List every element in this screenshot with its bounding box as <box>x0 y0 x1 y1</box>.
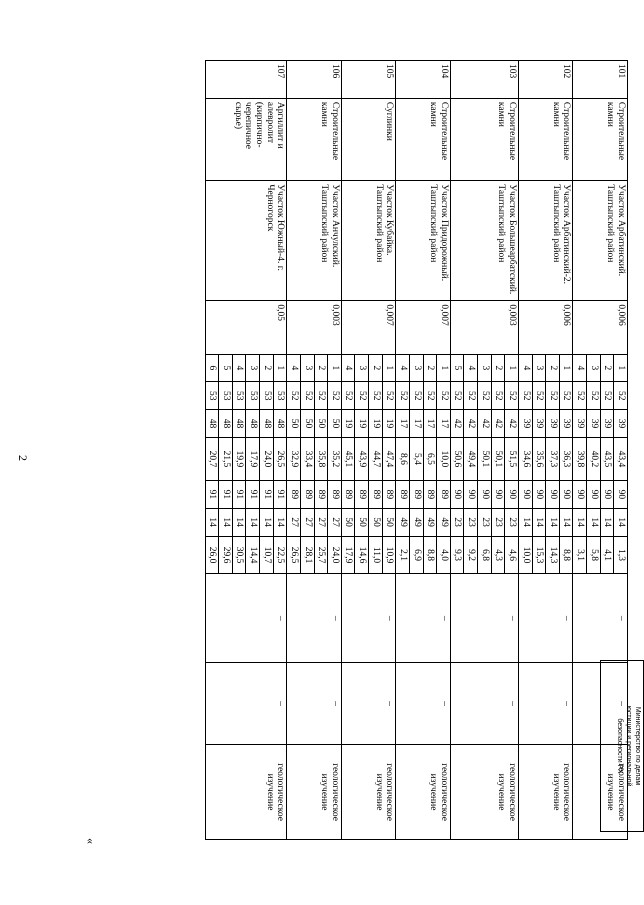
forecast-cell: – <box>396 662 451 744</box>
coordinate-cell: 35,6 <box>532 437 546 480</box>
coordinate-cell: 27 <box>287 508 301 536</box>
coordinate-cell: 43,4 <box>614 437 628 480</box>
mineral-type-cell: Строительные камни <box>396 98 451 180</box>
coordinate-cell: 4 <box>573 354 587 382</box>
coordinate-cell: 52 <box>573 382 587 410</box>
table-row <box>505 61 519 840</box>
row-number-cell: 107 <box>205 61 287 99</box>
coordinate-cell: 25,7 <box>314 536 328 574</box>
quote-mark: « <box>84 838 98 844</box>
coordinate-cell: 3 <box>410 354 424 382</box>
coordinate-cell: 42 <box>491 410 505 438</box>
coordinate-cell: 48 <box>232 410 246 438</box>
stamp-line: Министерство по делам <box>634 706 641 786</box>
coordinate-cell: 2 <box>546 354 560 382</box>
row-number-cell: 103 <box>450 61 518 99</box>
coordinate-cell: 39 <box>519 410 533 438</box>
coordinate-cell: 52 <box>396 382 410 410</box>
coordinate-cell: 8,6 <box>396 437 410 480</box>
site-name-cell: Участок Южный-4. г. Черногорск <box>205 181 287 301</box>
coordinate-cell: 2 <box>491 354 505 382</box>
coordinate-cell: 40,2 <box>587 437 601 480</box>
row-number-cell: 105 <box>341 61 396 99</box>
coordinate-cell: 23 <box>505 508 519 536</box>
coordinate-cell: 17 <box>437 410 451 438</box>
area-cell: 0,006 <box>573 301 628 354</box>
coordinate-cell: 89 <box>301 480 315 508</box>
coordinate-cell: 14 <box>546 508 560 536</box>
coordinate-cell: 39 <box>600 410 614 438</box>
coordinate-cell: 52 <box>587 382 601 410</box>
coordinate-cell: 10,0 <box>519 536 533 574</box>
coordinate-cell: 43,5 <box>600 437 614 480</box>
coordinate-cell: 10,9 <box>382 536 396 574</box>
coordinate-cell: 3 <box>532 354 546 382</box>
coordinate-cell: 89 <box>423 480 437 508</box>
coordinate-cell: 52 <box>532 382 546 410</box>
coordinate-cell: 91 <box>273 480 287 508</box>
coordinate-cell: 24,0 <box>260 437 274 480</box>
coordinate-cell: 14 <box>219 508 233 536</box>
coordinate-cell: 52 <box>410 382 424 410</box>
coordinate-cell: 39 <box>573 410 587 438</box>
mineral-type-cell: Строительные камни <box>450 98 518 180</box>
area-cell: 0,006 <box>519 301 574 354</box>
coordinate-cell: 52 <box>505 382 519 410</box>
coordinate-cell: 1 <box>328 354 342 382</box>
coordinate-cell: 2 <box>369 354 383 382</box>
coordinate-cell: 14 <box>260 508 274 536</box>
coordinate-cell: 10,7 <box>260 536 274 574</box>
coordinate-cell: 52 <box>519 382 533 410</box>
coordinate-cell: 89 <box>396 480 410 508</box>
coordinate-cell: 49 <box>423 508 437 536</box>
coordinate-cell: 52 <box>464 382 478 410</box>
coordinate-cell: 14 <box>614 508 628 536</box>
coordinate-cell: 17,9 <box>341 536 355 574</box>
coordinate-cell: 5,4 <box>410 437 424 480</box>
page-number: 2 <box>16 455 30 461</box>
coordinate-cell: 42 <box>478 410 492 438</box>
coordinate-cell: 23 <box>450 508 464 536</box>
coordinate-cell: 52 <box>491 382 505 410</box>
coordinate-cell: 19,9 <box>232 437 246 480</box>
coordinate-cell: 19 <box>369 410 383 438</box>
coordinate-cell: 14 <box>273 508 287 536</box>
coordinate-cell: 14 <box>573 508 587 536</box>
site-name-cell: Участок Арбатинский. Таштыпский район <box>573 181 628 301</box>
coordinate-cell: 5 <box>450 354 464 382</box>
coordinate-cell: 26,5 <box>287 536 301 574</box>
coordinate-cell: 48 <box>260 410 274 438</box>
coordinate-cell: 42 <box>450 410 464 438</box>
coordinate-cell: 27 <box>314 508 328 536</box>
area-cell: 0,003 <box>450 301 518 354</box>
coordinate-cell: 19 <box>382 410 396 438</box>
coordinate-cell: 6,8 <box>478 536 492 574</box>
coordinate-cell: 90 <box>587 480 601 508</box>
area-cell: 0,003 <box>287 301 342 354</box>
area-cell: 0,05 <box>205 301 287 354</box>
coordinate-cell: 30,5 <box>232 536 246 574</box>
coordinate-cell: 23 <box>491 508 505 536</box>
coordinate-cell: 17 <box>423 410 437 438</box>
coordinate-cell: 52 <box>478 382 492 410</box>
coordinate-cell: 5 <box>219 354 233 382</box>
coordinate-cell: 89 <box>382 480 396 508</box>
coordinate-cell: 27 <box>328 508 342 536</box>
coordinate-cell: 52 <box>614 382 628 410</box>
coordinate-cell: 52 <box>600 382 614 410</box>
mineral-type-cell: Аргиллит и алевролит (кирпично-черепичное сырье) <box>205 98 287 180</box>
coordinate-cell: 90 <box>464 480 478 508</box>
area-cell: 0,007 <box>341 301 396 354</box>
row-number-cell: 106 <box>287 61 342 99</box>
site-name-cell: Участок Арбатинский-2. Таштыпский район <box>519 181 574 301</box>
coordinate-cell: 45,1 <box>341 437 355 480</box>
usage-type-cell: геологическое изучение <box>519 745 574 840</box>
coordinate-cell: 4 <box>232 354 246 382</box>
coordinate-cell: 52 <box>369 382 383 410</box>
coordinate-cell: 34,6 <box>519 437 533 480</box>
coordinate-cell: 39 <box>559 410 573 438</box>
coordinate-cell: 50 <box>287 410 301 438</box>
resources-cell: – <box>396 574 451 662</box>
resources-cell: – <box>573 574 628 662</box>
usage-type-cell: геологическое изучение <box>205 745 287 840</box>
coordinate-cell: 50,1 <box>491 437 505 480</box>
coordinate-cell: 39 <box>587 410 601 438</box>
usage-type-cell: геологическое изучение <box>573 745 628 840</box>
coordinate-cell: 52 <box>450 382 464 410</box>
coordinate-cell: 50 <box>341 508 355 536</box>
coordinate-cell: 27 <box>301 508 315 536</box>
coordinate-cell: 52 <box>355 382 369 410</box>
usage-type-cell: геологическое изучение <box>396 745 451 840</box>
site-name-cell: Участок Анчулский. Таштыпский район <box>287 181 342 301</box>
mineral-type-cell: Строительные камни <box>287 98 342 180</box>
coordinate-cell: 3 <box>587 354 601 382</box>
coordinate-cell: 14 <box>519 508 533 536</box>
coordinate-cell: 14 <box>559 508 573 536</box>
coordinate-cell: 48 <box>219 410 233 438</box>
site-name-cell: Участок Большеарбатский. Таштыпский район <box>450 181 518 301</box>
coordinate-cell: 36,3 <box>559 437 573 480</box>
coordinate-cell: 17 <box>410 410 424 438</box>
coordinate-cell: 19 <box>355 410 369 438</box>
coordinate-cell: 11,0 <box>369 536 383 574</box>
usage-type-cell: геологическое изучение <box>287 745 342 840</box>
resources-cell: – <box>287 574 342 662</box>
coordinate-cell: 50 <box>382 508 396 536</box>
coordinate-cell: 17,9 <box>246 437 260 480</box>
coordinate-cell: 23 <box>478 508 492 536</box>
coordinate-cell: 53 <box>219 382 233 410</box>
coordinate-cell: 3,1 <box>573 536 587 574</box>
coordinate-cell: 8,8 <box>559 536 573 574</box>
coordinate-cell: 21,5 <box>219 437 233 480</box>
coordinate-cell: 5,8 <box>587 536 601 574</box>
coordinate-cell: 1,3 <box>614 536 628 574</box>
forecast-cell: – <box>287 662 342 744</box>
coordinate-cell: 42 <box>464 410 478 438</box>
coordinate-cell: 14 <box>532 508 546 536</box>
coordinate-cell: 53 <box>232 382 246 410</box>
mineral-type-cell: Строительные камни <box>519 98 574 180</box>
usage-type-cell: геологическое изучение <box>341 745 396 840</box>
coordinate-cell: 20,7 <box>205 437 219 480</box>
forecast-cell: – <box>519 662 574 744</box>
deposits-table <box>205 60 628 840</box>
coordinate-cell: 28,1 <box>301 536 315 574</box>
coordinate-cell: 4 <box>519 354 533 382</box>
stamp-line: юстиции и региональной <box>625 705 633 787</box>
coordinate-cell: 3 <box>301 354 315 382</box>
coordinate-cell: 50 <box>328 410 342 438</box>
coordinate-cell: 14 <box>232 508 246 536</box>
usage-type-cell: геологическое изучение <box>450 745 518 840</box>
mineral-type-cell: Суглинки <box>341 98 396 180</box>
coordinate-cell: 90 <box>532 480 546 508</box>
coordinate-cell: 49 <box>437 508 451 536</box>
coordinate-cell: 1 <box>273 354 287 382</box>
coordinate-cell: 14 <box>600 508 614 536</box>
coordinate-cell: 1 <box>382 354 396 382</box>
forecast-cell: – <box>341 662 396 744</box>
coordinate-cell: 4 <box>341 354 355 382</box>
resources-cell: – <box>205 574 287 662</box>
coordinate-cell: 50,1 <box>478 437 492 480</box>
coordinate-cell: 4 <box>464 354 478 382</box>
coordinate-cell: 2 <box>314 354 328 382</box>
coordinate-cell: 1 <box>437 354 451 382</box>
mineral-type-cell: Строительные камни <box>573 98 628 180</box>
table-row <box>382 61 396 840</box>
coordinate-cell: 52 <box>437 382 451 410</box>
coordinate-cell: 4,6 <box>505 536 519 574</box>
table-row <box>559 61 573 840</box>
coordinate-cell: 37,3 <box>546 437 560 480</box>
coordinate-cell: 2,1 <box>396 536 410 574</box>
coordinate-cell: 91 <box>246 480 260 508</box>
coordinate-cell: 2 <box>600 354 614 382</box>
coordinate-cell: 3 <box>478 354 492 382</box>
coordinate-cell: 50,6 <box>450 437 464 480</box>
site-name-cell: Участок Придорожный. Таштыпский район <box>396 181 451 301</box>
coordinate-cell: 39 <box>532 410 546 438</box>
coordinate-cell: 43,9 <box>355 437 369 480</box>
coordinate-cell: 48 <box>205 410 219 438</box>
area-cell: 0,007 <box>396 301 451 354</box>
coordinate-cell: 26,5 <box>273 437 287 480</box>
coordinate-cell: 90 <box>559 480 573 508</box>
row-number-cell: 102 <box>519 61 574 99</box>
coordinate-cell: 49 <box>410 508 424 536</box>
coordinate-cell: 49 <box>396 508 410 536</box>
coordinate-cell: 50 <box>314 410 328 438</box>
coordinate-cell: 35,8 <box>314 437 328 480</box>
coordinate-cell: 48 <box>273 410 287 438</box>
coordinate-cell: 50 <box>369 508 383 536</box>
resources-cell: – <box>341 574 396 662</box>
coordinate-cell: 24,0 <box>328 536 342 574</box>
coordinate-cell: 52 <box>341 382 355 410</box>
coordinate-cell: 17 <box>396 410 410 438</box>
coordinate-cell: 22,5 <box>273 536 287 574</box>
coordinate-cell: 48 <box>246 410 260 438</box>
coordinate-cell: 53 <box>273 382 287 410</box>
coordinate-cell: 32,9 <box>287 437 301 480</box>
coordinate-cell: 3 <box>355 354 369 382</box>
coordinate-cell: 52 <box>314 382 328 410</box>
coordinate-cell: 52 <box>559 382 573 410</box>
coordinate-cell: 14,4 <box>246 536 260 574</box>
coordinate-cell: 9,3 <box>450 536 464 574</box>
coordinate-cell: 33,4 <box>301 437 315 480</box>
coordinate-cell: 19 <box>341 410 355 438</box>
coordinate-cell: 2 <box>423 354 437 382</box>
coordinate-cell: 90 <box>505 480 519 508</box>
coordinate-cell: 29,6 <box>219 536 233 574</box>
row-number-cell: 104 <box>396 61 451 99</box>
coordinate-cell: 26,0 <box>205 536 219 574</box>
coordinate-cell: 49,4 <box>464 437 478 480</box>
coordinate-cell: 89 <box>369 480 383 508</box>
coordinate-cell: 52 <box>328 382 342 410</box>
coordinate-cell: 90 <box>600 480 614 508</box>
table-row <box>437 61 451 840</box>
coordinate-cell: 6,5 <box>423 437 437 480</box>
coordinate-cell: 14,6 <box>355 536 369 574</box>
coordinate-cell: 91 <box>219 480 233 508</box>
coordinate-cell: 90 <box>519 480 533 508</box>
coordinate-cell: 52 <box>382 382 396 410</box>
coordinate-cell: 15,3 <box>532 536 546 574</box>
coordinate-cell: 50 <box>301 410 315 438</box>
coordinate-cell: 14,3 <box>546 536 560 574</box>
resources-cell: – <box>450 574 518 662</box>
coordinate-cell: 89 <box>287 480 301 508</box>
coordinate-cell: 4,3 <box>491 536 505 574</box>
coordinate-cell: 50 <box>355 508 369 536</box>
coordinate-cell: 89 <box>341 480 355 508</box>
coordinate-cell: 52 <box>546 382 560 410</box>
coordinate-cell: 14 <box>587 508 601 536</box>
coordinate-cell: 52 <box>287 382 301 410</box>
coordinate-cell: 53 <box>205 382 219 410</box>
coordinate-cell: 14 <box>246 508 260 536</box>
coordinate-cell: 8,8 <box>423 536 437 574</box>
coordinate-cell: 53 <box>260 382 274 410</box>
coordinate-cell: 51,5 <box>505 437 519 480</box>
coordinate-cell: 53 <box>246 382 260 410</box>
ministry-stamp <box>600 660 644 832</box>
coordinate-cell: 90 <box>491 480 505 508</box>
coordinate-cell: 42 <box>505 410 519 438</box>
resources-cell: – <box>519 574 574 662</box>
coordinate-cell: 52 <box>423 382 437 410</box>
coordinate-cell: 91 <box>232 480 246 508</box>
coordinate-cell: 89 <box>410 480 424 508</box>
coordinate-cell: 89 <box>355 480 369 508</box>
coordinate-cell: 90 <box>478 480 492 508</box>
coordinate-cell: 90 <box>614 480 628 508</box>
coordinate-cell: 89 <box>328 480 342 508</box>
coordinate-cell: 90 <box>573 480 587 508</box>
coordinate-cell: 90 <box>450 480 464 508</box>
coordinate-cell: 1 <box>559 354 573 382</box>
rotated-table-container <box>88 60 628 840</box>
coordinate-cell: 2 <box>260 354 274 382</box>
forecast-cell: – <box>205 662 287 744</box>
coordinate-cell: 4 <box>287 354 301 382</box>
forecast-cell: – <box>573 662 628 744</box>
coordinate-cell: 6 <box>205 354 219 382</box>
coordinate-cell: 52 <box>301 382 315 410</box>
coordinate-cell: 6,9 <box>410 536 424 574</box>
coordinate-cell: 91 <box>260 480 274 508</box>
coordinate-cell: 35,2 <box>328 437 342 480</box>
coordinate-cell: 39 <box>546 410 560 438</box>
coordinate-cell: 9,2 <box>464 536 478 574</box>
site-name-cell: Участок Кубайка. Таштыпский район <box>341 181 396 301</box>
table-row <box>328 61 342 840</box>
coordinate-cell: 4,1 <box>600 536 614 574</box>
coordinate-cell: 1 <box>505 354 519 382</box>
coordinate-cell: 89 <box>437 480 451 508</box>
coordinate-cell: 44,7 <box>369 437 383 480</box>
coordinate-cell: 90 <box>546 480 560 508</box>
coordinate-cell: 39 <box>614 410 628 438</box>
coordinate-cell: 89 <box>314 480 328 508</box>
table-row <box>273 61 287 840</box>
coordinate-cell: 39,8 <box>573 437 587 480</box>
coordinate-cell: 91 <box>205 480 219 508</box>
coordinate-cell: 4,0 <box>437 536 451 574</box>
coordinate-cell: 3 <box>246 354 260 382</box>
forecast-cell: – <box>450 662 518 744</box>
coordinate-cell: 23 <box>464 508 478 536</box>
row-number-cell: 101 <box>573 61 628 99</box>
stamp-line: безопасности РХ <box>616 718 624 774</box>
coordinate-cell: 14 <box>205 508 219 536</box>
coordinate-cell: 4 <box>396 354 410 382</box>
coordinate-cell: 1 <box>614 354 628 382</box>
coordinate-cell: 47,4 <box>382 437 396 480</box>
coordinate-cell: 10,0 <box>437 437 451 480</box>
